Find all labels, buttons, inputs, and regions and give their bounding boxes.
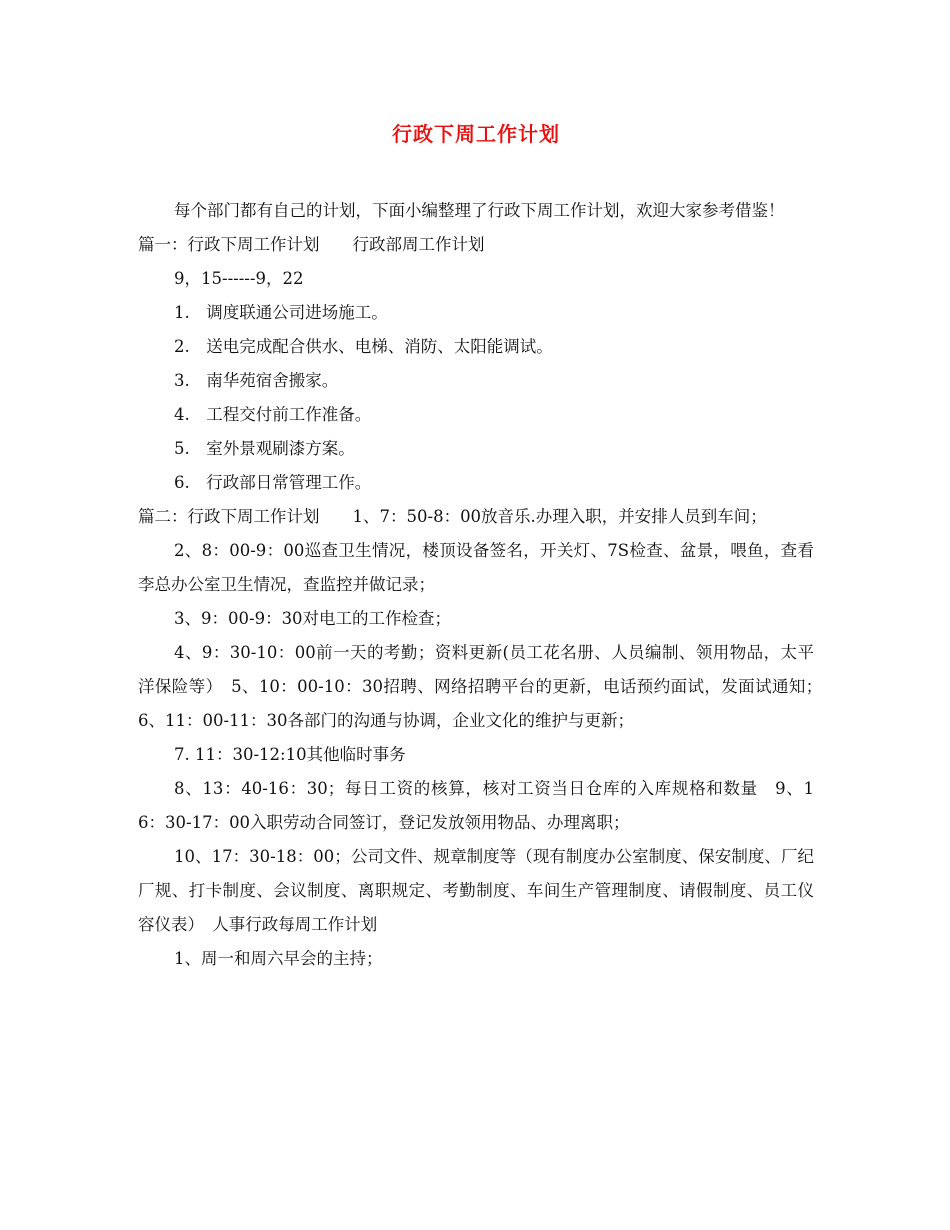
paragraph: 篇一：行政下周工作计划 行政部周工作计划 (138, 235, 485, 254)
paragraph: 每个部门都有自己的计划，下面小编整理了行政下周工作计划，欢迎大家参考借鉴！ (174, 201, 785, 220)
paragraph: 1、周一和周六早会的主持； (174, 949, 383, 968)
list-item: 6. 行政部日常管理工作。 (174, 473, 372, 492)
paragraph: 4、9：30-10：00前一天的考勤；资料更新(员工花名册、人员编制、领用物品，太平洋保险等） 5、10：00-10：30招聘、网络招聘平台的更新，电话预约面试，发面试通知； 6、11：00-11：30各部门的沟通与协调，企业文化的维护与更新； (138, 643, 831, 730)
list-item: 2. 送电完成配合供水、电梯、消防、太阳能调试。 (174, 337, 553, 356)
list-item: 3. 南华苑宿舍搬家。 (174, 371, 339, 390)
document-body (138, 194, 831, 976)
paragraph: 2、8：00-9：00巡查卫生情况，楼顶设备签名，开关灯、7S检查、盆景，喂鱼，查看李总办公室卫生情况，查监控并做记录； (138, 541, 814, 594)
list-item: 1. 调度联通公司进场施工。 (174, 303, 388, 322)
list-item: 5. 室外景观刷漆方案。 (174, 439, 355, 458)
document-title: 行政下周工作计划 (392, 122, 560, 146)
document-page (138, 118, 831, 976)
list-item: 4. 工程交付前工作准备。 (174, 405, 372, 424)
paragraph: 10、17：30-18：00；公司文件、规章制度等（现有制度办公室制度、保安制度、厂纪厂规、打卡制度、会议制度、离职规定、考勤制度、车间生产管理制度、请假制度、员工仪容仪表） 人事行政每周工作计划 (138, 847, 814, 934)
paragraph: 3、9：00-9：30对电工的工作检查； (174, 609, 452, 628)
paragraph: 9，15------9，22 (174, 269, 304, 288)
paragraph: 篇二：行政下周工作计划 1、7：50-8：00放音乐.办理入职，并安排人员到车间； (138, 507, 767, 526)
paragraph: 7. 11：30-12:10其他临时事务 (174, 745, 406, 764)
paragraph: 8、13：40-16：30；每日工资的核算，核对工资当日仓库的入库规格和数量 9、16：30-17：00入职劳动合同签订，登记发放领用物品、办理离职； (138, 779, 814, 832)
